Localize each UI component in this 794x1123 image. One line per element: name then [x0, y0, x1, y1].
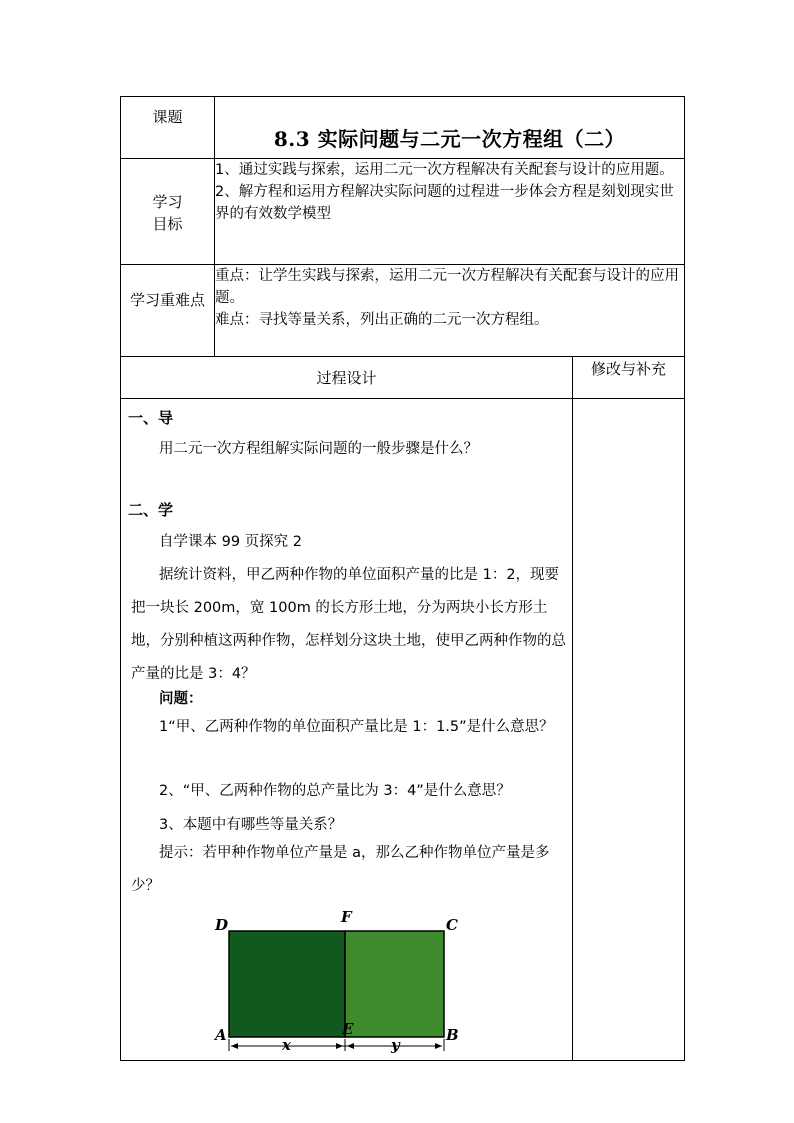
label-F: F — [341, 908, 352, 926]
lesson-plan-table — [120, 96, 685, 1061]
goal-2: 2、解方程和运用方程解决实际问题的过程进一步体会方程是刻划现实世界的有效数学模型 — [215, 184, 674, 222]
label-y: y — [391, 1036, 400, 1054]
section-2-title: 二、学 — [128, 501, 174, 519]
goal-1: 1、通过实践与探索，运用二元一次方程解决有关配套与设计的应用题。 — [215, 162, 674, 178]
notes-header-cell — [573, 357, 685, 399]
key-label-cell — [121, 265, 215, 357]
arrow-head — [231, 1043, 238, 1049]
question-2: 2、“甲、乙两种作物的总产量比为 3：4”是什么意思？ — [159, 783, 511, 799]
hint-text: 提示：若甲种作物单位产量是 a，那么乙种作物单位产量是多少？ — [131, 845, 550, 894]
label-A: A — [215, 1026, 227, 1044]
topic-label: 课题 — [152, 108, 183, 126]
label-x: x — [282, 1036, 291, 1054]
label-E: E — [342, 1020, 354, 1038]
difficult-point: 难点：寻找等量关系，列出正确的二元一次方程组。 — [215, 312, 549, 328]
key-label: 学习重难点 — [129, 291, 205, 309]
question-3: 3、本题中有哪些等量关系？ — [159, 817, 343, 833]
label-B: B — [446, 1026, 459, 1044]
arrow-head — [336, 1043, 343, 1049]
section-1-title: 一、导 — [128, 409, 174, 427]
arrow-head — [435, 1043, 442, 1049]
label-D: D — [215, 916, 229, 934]
land-division-diagram — [211, 899, 471, 1057]
problem-text: 据统计资料，甲乙两种作物的单位面积产量的比是 1：2，现要把一块长 200m，宽 100m 的长方形土地，分为两块小长方形土地，分别种植这两种作物，怎样划分这块土地，使甲乙两种作物的总产量的比是 3：4？ — [131, 567, 566, 682]
title-cell — [215, 97, 685, 159]
goals-label-2: 目标 — [152, 215, 183, 233]
arrow-head — [347, 1043, 354, 1049]
goals-cell — [215, 159, 685, 265]
questions-label: 问题： — [159, 691, 203, 707]
key-cell — [215, 265, 685, 357]
label-C: C — [446, 916, 458, 934]
process-header: 过程设计 — [316, 369, 377, 387]
key-point: 重点：让学生实践与探索，运用二元一次方程解决有关配套与设计的应用题。 — [215, 268, 679, 306]
process-header-cell — [121, 357, 573, 399]
crop-a-region — [229, 931, 345, 1037]
goals-label-1: 学习 — [152, 193, 183, 211]
question-1: 1“甲、乙两种作物的单位面积产量比是 1：1.5”是什么意思？ — [159, 719, 554, 735]
topic-label-cell — [121, 97, 215, 159]
crop-b-region — [345, 931, 444, 1037]
self-study-text: 自学课本 99 页探究 2 — [159, 534, 303, 550]
page-title: 8.3 实际问题与二元一次方程组（二） — [273, 127, 626, 151]
notes-header: 修改与补充 — [591, 360, 667, 378]
goals-label-cell — [121, 159, 215, 265]
section-1-question: 用二元一次方程组解实际问题的一般步骤是什么？ — [159, 441, 478, 457]
process-content-cell — [121, 399, 573, 1061]
notes-content-cell — [573, 399, 685, 1061]
